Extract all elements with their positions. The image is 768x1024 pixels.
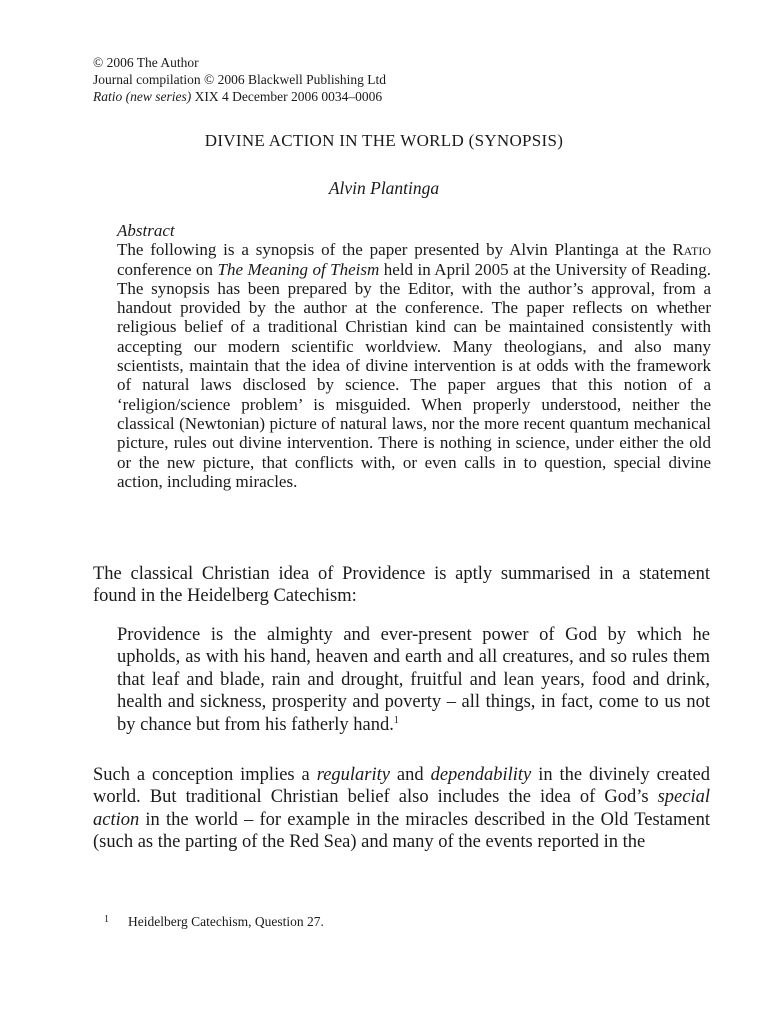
- footnote-ref: 1: [393, 714, 399, 726]
- journal-compilation-line: Journal compilation © 2006 Blackwell Publishing Ltd: [93, 72, 386, 87]
- body2-special-action: special action: [93, 787, 710, 830]
- body2-text-1: Such a conception implies a: [93, 765, 317, 785]
- copyright-header: [93, 54, 386, 105]
- body-paragraph-2: [93, 764, 710, 854]
- abstract-text-1: The following is a synopsis of the paper presented by Alvin Plantinga at the: [117, 240, 673, 260]
- quote-text: Providence is the almighty and ever-present power of God by which he upholds, as with his hand, heaven and earth and all creatures, and so rules them that leaf and blade, rain and drought, fruitful and lean years, food and drink, health and sickness, prosperity and poverty – all things, in fact, come to us not by chance but from his fatherly hand.: [117, 625, 710, 735]
- footnote: [104, 914, 324, 930]
- abstract-text-2: conference on: [117, 259, 218, 279]
- catechism-quote: [117, 624, 710, 736]
- journal-citation-line: [93, 88, 386, 105]
- body2-text-2: and: [390, 765, 431, 785]
- body2-regularity: regularity: [316, 765, 390, 785]
- abstract-ratio: Ratio: [672, 240, 711, 260]
- body2-dependability: dependability: [430, 765, 532, 785]
- copyright-author-line: © 2006 The Author: [93, 55, 199, 70]
- body2-text-4: in the world – for example in the miracles described in the Old Testament (such as the parting of the Red Sea) and many of the events reported in the: [93, 809, 710, 853]
- footnote-text: Heidelberg Catechism, Question 27.: [128, 914, 324, 929]
- article-author: Alvin Plantinga: [328, 178, 440, 198]
- abstract-theme: The Meaning of Theism: [217, 259, 380, 279]
- abstract-block: [117, 221, 711, 491]
- abstract-heading: Abstract: [117, 221, 175, 240]
- article-title: DIVINE ACTION IN THE WORLD (SYNOPSIS): [204, 131, 564, 150]
- body-paragraph-1: The classical Christian idea of Providence is aptly summarised in a statement found in the Heidelberg Catechism:: [93, 564, 710, 607]
- footnote-number: 1: [104, 914, 109, 925]
- abstract-text-3: held in April 2005 at the University of Reading. The synopsis has been prepared by the Editor, with the author’s approval, from a handout provided by the author at the conference. The paper reflects on whether religious belief of a traditional Christian kind can be maintained consistently with accepting our modern scientific worldview. Many theologians, and also many scientists, maintain that the idea of divine intervention is at odds with the framework of natural laws disclosed by science. The paper argues that this notion of a ‘religion/science problem’ is misguided. When properly understood, neither the classical (Newtonian) picture of natural laws, nor the more recent quantum mechanical picture, rules out divine intervention. There is nothing in science, under either the old or the new picture, that conflicts with, or even calls in to question, special divine action, including miracles.: [117, 259, 711, 491]
- body2-text-3: in the divinely created world. But traditional Christian belief also includes the idea of God’s: [93, 765, 710, 808]
- journal-issue: XIX 4 December 2006 0034–0006: [191, 89, 383, 104]
- journal-name: Ratio (new series): [93, 89, 192, 104]
